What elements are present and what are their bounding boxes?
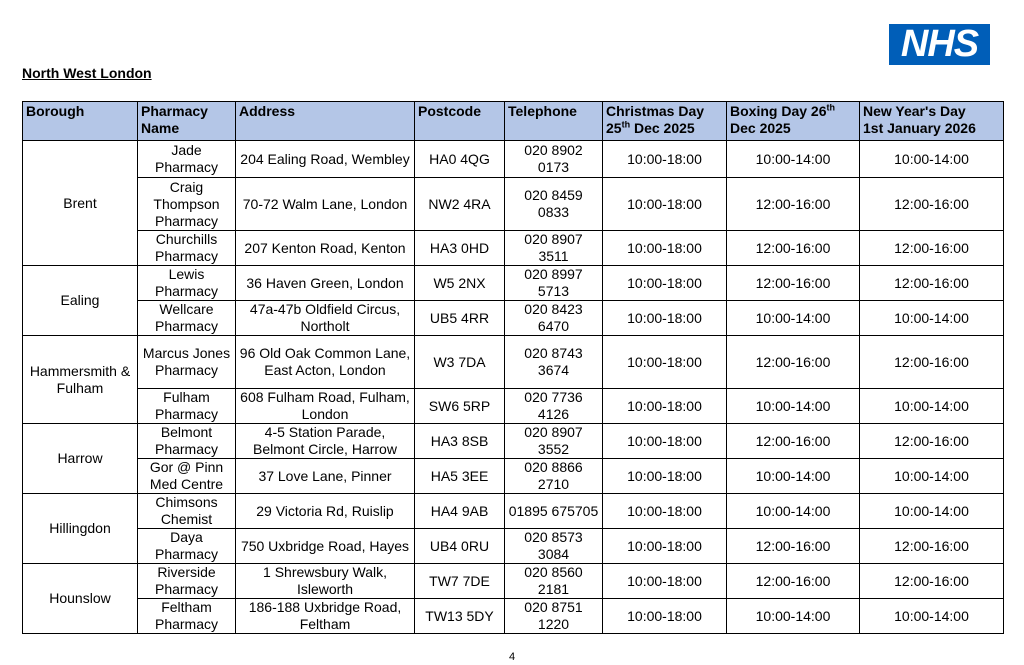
telephone-cell: 020 8573 3084	[505, 529, 603, 564]
new-years-day-hours-cell: 12:00-16:00	[860, 231, 1004, 266]
christmas-hours-cell: 10:00-18:00	[603, 301, 727, 336]
address-cell: 36 Haven Green, London	[236, 266, 415, 301]
pharmacy-name-cell: Churchills Pharmacy	[138, 231, 236, 266]
postcode-cell: NW2 4RA	[415, 178, 505, 231]
header-borough: Borough	[23, 102, 138, 141]
header-pharmacy-name: Pharmacy Name	[138, 102, 236, 141]
table-row	[23, 266, 1004, 301]
borough-cell: Hounslow	[23, 564, 138, 634]
address-cell: 204 Ealing Road, Wembley	[236, 141, 415, 178]
table-row	[23, 389, 1004, 424]
address-cell: 47a-47b Oldfield Circus, Northolt	[236, 301, 415, 336]
boxing-day-hours-cell: 10:00-14:00	[727, 389, 860, 424]
new-years-day-hours-cell: 12:00-16:00	[860, 424, 1004, 459]
christmas-hours-cell: 10:00-18:00	[603, 529, 727, 564]
postcode-cell: HA3 0HD	[415, 231, 505, 266]
header-new-years-day: New Year's Day 1st January 2026	[860, 102, 1004, 141]
table-row	[23, 529, 1004, 564]
header-christmas-day: Christmas Day 25th Dec 2025	[603, 102, 727, 141]
new-years-day-hours-cell: 12:00-16:00	[860, 564, 1004, 599]
table-row	[23, 231, 1004, 266]
christmas-hours-cell: 10:00-18:00	[603, 266, 727, 301]
boxing-day-hours-cell: 12:00-16:00	[727, 336, 860, 389]
christmas-hours-cell: 10:00-18:00	[603, 599, 727, 634]
boxing-day-hours-cell: 10:00-14:00	[727, 141, 860, 178]
telephone-cell: 01895 675705	[505, 494, 603, 529]
borough-cell: Ealing	[23, 266, 138, 336]
christmas-hours-cell: 10:00-18:00	[603, 459, 727, 494]
christmas-hours-cell: 10:00-18:00	[603, 494, 727, 529]
borough-cell: Brent	[23, 141, 138, 266]
borough-cell: Hillingdon	[23, 494, 138, 564]
borough-cell: Hammersmith & Fulham	[23, 336, 138, 424]
postcode-cell: TW7 7DE	[415, 564, 505, 599]
header-telephone: Telephone	[505, 102, 603, 141]
telephone-cell: 020 8423 6470	[505, 301, 603, 336]
telephone-cell: 020 8751 1220	[505, 599, 603, 634]
pharmacy-name-cell: Jade Pharmacy	[138, 141, 236, 178]
header-address: Address	[236, 102, 415, 141]
postcode-cell: W5 2NX	[415, 266, 505, 301]
telephone-cell: 020 8743 3674	[505, 336, 603, 389]
table-row	[23, 336, 1004, 389]
boxing-day-hours-cell: 12:00-16:00	[727, 266, 860, 301]
new-years-day-hours-cell: 12:00-16:00	[860, 178, 1004, 231]
table-row	[23, 459, 1004, 494]
new-years-day-hours-cell: 10:00-14:00	[860, 389, 1004, 424]
borough-cell: Harrow	[23, 424, 138, 494]
postcode-cell: TW13 5DY	[415, 599, 505, 634]
new-years-day-hours-cell: 12:00-16:00	[860, 336, 1004, 389]
postcode-cell: UB5 4RR	[415, 301, 505, 336]
header-row	[23, 102, 1004, 141]
table-row	[23, 424, 1004, 459]
pharmacy-name-cell: Chimsons Chemist	[138, 494, 236, 529]
postcode-cell: W3 7DA	[415, 336, 505, 389]
header-boxing-day: Boxing Day 26th Dec 2025	[727, 102, 860, 141]
christmas-hours-cell: 10:00-18:00	[603, 389, 727, 424]
new-years-day-hours-cell: 10:00-14:00	[860, 301, 1004, 336]
telephone-cell: 020 8459 0833	[505, 178, 603, 231]
pharmacy-name-cell: Craig Thompson Pharmacy	[138, 178, 236, 231]
address-cell: 70-72 Walm Lane, London	[236, 178, 415, 231]
christmas-hours-cell: 10:00-18:00	[603, 424, 727, 459]
boxing-day-hours-cell: 12:00-16:00	[727, 424, 860, 459]
postcode-cell: UB4 0RU	[415, 529, 505, 564]
pharmacy-name-cell: Feltham Pharmacy	[138, 599, 236, 634]
new-years-day-hours-cell: 12:00-16:00	[860, 266, 1004, 301]
boxing-day-hours-cell: 10:00-14:00	[727, 301, 860, 336]
christmas-hours-cell: 10:00-18:00	[603, 564, 727, 599]
table-row	[23, 564, 1004, 599]
pharmacy-name-cell: Marcus Jones Pharmacy	[138, 336, 236, 389]
boxing-day-hours-cell: 12:00-16:00	[727, 178, 860, 231]
table-row	[23, 141, 1004, 178]
region-title: North West London	[22, 65, 152, 81]
telephone-cell: 020 8907 3511	[505, 231, 603, 266]
new-years-day-hours-cell: 10:00-14:00	[860, 141, 1004, 178]
page-number: 4	[508, 651, 516, 663]
pharmacy-name-cell: Belmont Pharmacy	[138, 424, 236, 459]
table-row	[23, 599, 1004, 634]
boxing-day-hours-cell: 10:00-14:00	[727, 599, 860, 634]
table-row	[23, 494, 1004, 529]
telephone-cell: 020 8560 2181	[505, 564, 603, 599]
pharmacy-name-cell: Riverside Pharmacy	[138, 564, 236, 599]
address-cell: 186-188 Uxbridge Road, Feltham	[236, 599, 415, 634]
postcode-cell: HA5 3EE	[415, 459, 505, 494]
table-body	[23, 141, 1004, 634]
postcode-cell: HA0 4QG	[415, 141, 505, 178]
address-cell: 608 Fulham Road, Fulham, London	[236, 389, 415, 424]
address-cell: 37 Love Lane, Pinner	[236, 459, 415, 494]
christmas-hours-cell: 10:00-18:00	[603, 336, 727, 389]
telephone-cell: 020 7736 4126	[505, 389, 603, 424]
address-cell: 207 Kenton Road, Kenton	[236, 231, 415, 266]
telephone-cell: 020 8997 5713	[505, 266, 603, 301]
pharmacy-name-cell: Gor @ Pinn Med Centre	[138, 459, 236, 494]
address-cell: 96 Old Oak Common Lane, East Acton, London	[236, 336, 415, 389]
telephone-cell: 020 8907 3552	[505, 424, 603, 459]
new-years-day-hours-cell: 12:00-16:00	[860, 529, 1004, 564]
address-cell: 4-5 Station Parade, Belmont Circle, Harrow	[236, 424, 415, 459]
telephone-cell: 020 8902 0173	[505, 141, 603, 178]
boxing-day-hours-cell: 12:00-16:00	[727, 231, 860, 266]
address-cell: 29 Victoria Rd, Ruislip	[236, 494, 415, 529]
postcode-cell: HA4 9AB	[415, 494, 505, 529]
postcode-cell: HA3 8SB	[415, 424, 505, 459]
pharmacy-table	[22, 101, 1004, 634]
new-years-day-hours-cell: 10:00-14:00	[860, 599, 1004, 634]
pharmacy-name-cell: Daya Pharmacy	[138, 529, 236, 564]
new-years-day-hours-cell: 10:00-14:00	[860, 459, 1004, 494]
table-row	[23, 178, 1004, 231]
christmas-hours-cell: 10:00-18:00	[603, 178, 727, 231]
boxing-day-hours-cell: 12:00-16:00	[727, 529, 860, 564]
pharmacy-name-cell: Fulham Pharmacy	[138, 389, 236, 424]
address-cell: 1 Shrewsbury Walk, Isleworth	[236, 564, 415, 599]
nhs-logo: NHS	[889, 24, 990, 65]
boxing-day-hours-cell: 10:00-14:00	[727, 494, 860, 529]
christmas-hours-cell: 10:00-18:00	[603, 141, 727, 178]
christmas-hours-cell: 10:00-18:00	[603, 231, 727, 266]
new-years-day-hours-cell: 10:00-14:00	[860, 494, 1004, 529]
boxing-day-hours-cell: 12:00-16:00	[727, 564, 860, 599]
table-row	[23, 301, 1004, 336]
pharmacy-name-cell: Wellcare Pharmacy	[138, 301, 236, 336]
telephone-cell: 020 8866 2710	[505, 459, 603, 494]
pharmacy-name-cell: Lewis Pharmacy	[138, 266, 236, 301]
boxing-day-hours-cell: 10:00-14:00	[727, 459, 860, 494]
header-postcode: Postcode	[415, 102, 505, 141]
address-cell: 750 Uxbridge Road, Hayes	[236, 529, 415, 564]
postcode-cell: SW6 5RP	[415, 389, 505, 424]
